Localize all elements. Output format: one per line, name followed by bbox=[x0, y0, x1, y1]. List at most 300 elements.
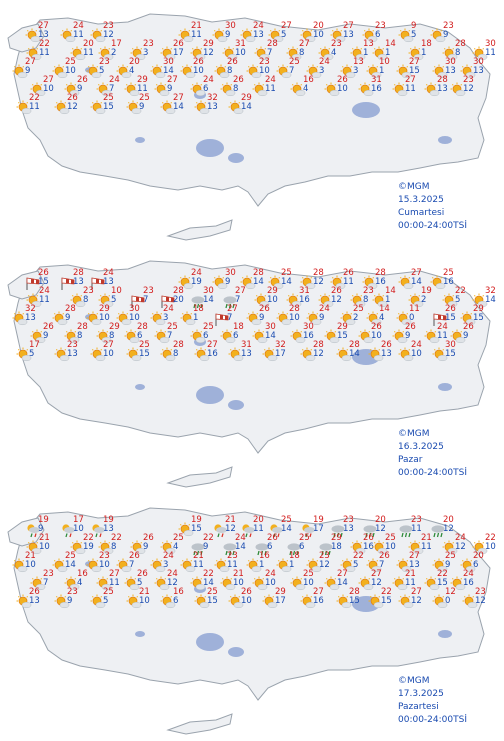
max-temperature: 27 bbox=[207, 340, 218, 350]
min-temperature: 7 bbox=[43, 578, 49, 588]
min-temperature: 10 bbox=[99, 313, 110, 323]
min-temperature: 8 bbox=[83, 295, 89, 305]
max-temperature: 24 bbox=[109, 75, 120, 85]
station-marker bbox=[54, 341, 88, 367]
max-temperature: 23 bbox=[143, 286, 154, 296]
lake bbox=[135, 384, 145, 390]
min-temperature: 16 bbox=[299, 295, 310, 305]
min-temperature: 8 bbox=[111, 542, 117, 552]
station-marker bbox=[160, 94, 194, 120]
min-temperature: 11 bbox=[227, 560, 238, 570]
min-temperature: 0 bbox=[445, 596, 451, 606]
max-temperature: 9 bbox=[411, 21, 417, 31]
caption-date: 15.3.2025 bbox=[398, 195, 444, 205]
max-temperature: 30 bbox=[265, 322, 276, 332]
max-temperature: 25 bbox=[65, 57, 76, 67]
max-temperature: 28 bbox=[289, 304, 300, 314]
station-marker bbox=[228, 94, 262, 120]
min-temperature: 4 bbox=[77, 578, 83, 588]
min-temperature: 13 bbox=[29, 596, 40, 606]
min-temperature: 3 bbox=[353, 66, 359, 76]
max-temperature: 21 bbox=[191, 21, 202, 31]
min-temperature: 7 bbox=[227, 313, 233, 323]
min-temperature: 13 bbox=[103, 277, 114, 287]
max-temperature: 28 bbox=[65, 304, 76, 314]
min-temperature: 11 bbox=[405, 84, 416, 94]
min-temperature: 1 bbox=[289, 560, 295, 570]
min-temperature: 15 bbox=[139, 349, 150, 359]
min-temperature: 12 bbox=[443, 524, 454, 534]
min-temperature: 15 bbox=[473, 313, 484, 323]
max-temperature: 25 bbox=[281, 515, 292, 525]
station-marker bbox=[90, 588, 124, 614]
max-temperature: 23 bbox=[319, 551, 330, 561]
min-temperature: 7 bbox=[267, 48, 273, 58]
min-temperature: 15 bbox=[381, 596, 392, 606]
max-temperature: 24 bbox=[455, 533, 466, 543]
max-temperature: 29 bbox=[137, 75, 148, 85]
min-temperature: 18 bbox=[331, 542, 342, 552]
max-temperature: 23 bbox=[99, 57, 110, 67]
station-marker bbox=[300, 588, 334, 614]
forecast-caption-day2 bbox=[398, 428, 467, 480]
min-temperature: 8 bbox=[109, 331, 115, 341]
max-temperature: 29 bbox=[99, 304, 110, 314]
min-temperature: 11 bbox=[485, 48, 496, 58]
max-temperature: 21 bbox=[139, 587, 150, 597]
min-temperature: 13 bbox=[67, 349, 78, 359]
min-temperature: 7 bbox=[289, 66, 295, 76]
min-temperature: 10 bbox=[259, 66, 270, 76]
max-temperature: 28 bbox=[77, 322, 88, 332]
max-temperature: 24 bbox=[253, 21, 264, 31]
max-temperature: 26 bbox=[173, 39, 184, 49]
caption-time: 00:00-24:00TSİ bbox=[398, 221, 467, 231]
min-temperature: 17 bbox=[275, 349, 286, 359]
max-temperature: 28 bbox=[455, 39, 466, 49]
max-temperature: 29 bbox=[267, 286, 278, 296]
max-temperature: 18 bbox=[233, 322, 244, 332]
station-marker bbox=[228, 588, 262, 614]
lake bbox=[352, 102, 380, 118]
max-temperature: 26 bbox=[129, 551, 140, 561]
min-temperature: 15 bbox=[437, 578, 448, 588]
lake bbox=[135, 631, 145, 637]
min-temperature: 11 bbox=[421, 542, 432, 552]
caption-source: ©MGM bbox=[398, 182, 430, 192]
min-temperature: 9 bbox=[319, 313, 325, 323]
max-temperature: 14 bbox=[385, 39, 396, 49]
lake bbox=[438, 383, 452, 391]
min-temperature: 5 bbox=[29, 349, 35, 359]
min-temperature: 2 bbox=[421, 295, 427, 305]
max-temperature: 25 bbox=[139, 93, 150, 103]
min-temperature: 13 bbox=[343, 30, 354, 40]
max-temperature: 24 bbox=[39, 286, 50, 296]
min-temperature: 12 bbox=[103, 30, 114, 40]
min-temperature: 10 bbox=[25, 560, 36, 570]
min-temperature: 12 bbox=[313, 349, 324, 359]
max-temperature: 21 bbox=[193, 551, 204, 561]
max-temperature: 19 bbox=[191, 515, 202, 525]
min-temperature: 6 bbox=[203, 84, 209, 94]
max-temperature: 26 bbox=[137, 569, 148, 579]
max-temperature: 28 bbox=[313, 268, 324, 278]
min-temperature: 6 bbox=[137, 331, 143, 341]
min-temperature: 15 bbox=[409, 66, 420, 76]
max-temperature: 21 bbox=[421, 533, 432, 543]
max-temperature: 31 bbox=[371, 75, 382, 85]
max-temperature: 25 bbox=[299, 533, 310, 543]
min-temperature: 9 bbox=[67, 596, 73, 606]
min-temperature: 13 bbox=[445, 66, 456, 76]
max-temperature: 10 bbox=[379, 57, 390, 67]
min-temperature: 9 bbox=[77, 84, 83, 94]
max-temperature: 21 bbox=[25, 551, 36, 561]
max-temperature: 13 bbox=[363, 39, 374, 49]
max-temperature: 27 bbox=[405, 75, 416, 85]
max-temperature: 25 bbox=[445, 551, 456, 561]
min-temperature: 11 bbox=[193, 560, 204, 570]
min-temperature: 11 bbox=[83, 48, 94, 58]
min-temperature: 10 bbox=[193, 66, 204, 76]
max-temperature: 27 bbox=[343, 21, 354, 31]
max-temperature: 22 bbox=[455, 286, 466, 296]
max-temperature: 27 bbox=[411, 268, 422, 278]
min-temperature: 5 bbox=[455, 295, 461, 305]
min-temperature: 4 bbox=[173, 542, 179, 552]
min-temperature: 3 bbox=[319, 66, 325, 76]
max-temperature: 16 bbox=[259, 551, 270, 561]
max-temperature: 32 bbox=[485, 286, 496, 296]
min-temperature: 15 bbox=[103, 102, 114, 112]
max-temperature: 30 bbox=[225, 21, 236, 31]
min-temperature: 13 bbox=[25, 313, 36, 323]
caption-time: 00:00-24:00TSİ bbox=[398, 468, 467, 478]
max-temperature: 21 bbox=[39, 533, 50, 543]
max-temperature: 26 bbox=[363, 533, 374, 543]
min-temperature: 13 bbox=[103, 524, 114, 534]
min-temperature: 12 bbox=[375, 524, 386, 534]
max-temperature: 29 bbox=[241, 93, 252, 103]
min-temperature: 4 bbox=[303, 84, 309, 94]
caption-time: 00:00-24:00TSİ bbox=[398, 715, 467, 725]
max-temperature: 16 bbox=[173, 587, 184, 597]
max-temperature: 26 bbox=[77, 75, 88, 85]
min-temperature: 10 bbox=[73, 524, 84, 534]
max-temperature: 27 bbox=[409, 551, 420, 561]
min-temperature: 10 bbox=[265, 578, 276, 588]
min-temperature: 16 bbox=[313, 596, 324, 606]
max-temperature: 28 bbox=[137, 322, 148, 332]
min-temperature: 10 bbox=[267, 295, 278, 305]
max-temperature: 26 bbox=[381, 340, 392, 350]
max-temperature: 20 bbox=[473, 551, 484, 561]
max-temperature: 27 bbox=[299, 39, 310, 49]
cyprus-landmass bbox=[168, 220, 232, 240]
station-marker bbox=[398, 341, 432, 367]
station-marker bbox=[368, 588, 402, 614]
min-temperature: 16 bbox=[207, 349, 218, 359]
max-temperature: 25 bbox=[103, 587, 114, 597]
max-temperature: 27 bbox=[109, 569, 120, 579]
max-temperature: 23 bbox=[363, 286, 374, 296]
min-temperature: 13 bbox=[343, 524, 354, 534]
min-temperature: 7 bbox=[143, 295, 149, 305]
min-temperature: 10 bbox=[485, 542, 496, 552]
min-temperature: 13 bbox=[473, 66, 484, 76]
min-temperature: 12 bbox=[331, 295, 342, 305]
max-temperature: 22 bbox=[39, 39, 50, 49]
station-marker bbox=[90, 94, 124, 120]
min-temperature: 1 bbox=[259, 560, 265, 570]
station-marker bbox=[462, 588, 496, 614]
station-marker bbox=[262, 588, 296, 614]
min-temperature: 10 bbox=[411, 349, 422, 359]
station-marker bbox=[392, 76, 426, 102]
max-temperature: 18 bbox=[193, 304, 204, 314]
station-marker bbox=[262, 341, 296, 367]
min-temperature: 10 bbox=[385, 542, 396, 552]
station-marker bbox=[368, 341, 402, 367]
max-temperature: 30 bbox=[225, 268, 236, 278]
min-temperature: 11 bbox=[39, 295, 50, 305]
max-temperature: 25 bbox=[207, 587, 218, 597]
station-marker bbox=[290, 76, 324, 102]
min-temperature: 11 bbox=[109, 578, 120, 588]
lake bbox=[438, 136, 452, 144]
min-temperature: 8 bbox=[227, 66, 233, 76]
min-temperature: 15 bbox=[445, 313, 456, 323]
min-temperature: 9 bbox=[167, 84, 173, 94]
caption-source: ©MGM bbox=[398, 429, 430, 439]
station-marker bbox=[16, 94, 50, 120]
min-temperature: 6 bbox=[299, 542, 305, 552]
max-temperature: 30 bbox=[163, 57, 174, 67]
max-temperature: 23 bbox=[67, 587, 78, 597]
max-temperature: 20 bbox=[313, 21, 324, 31]
caption-date: 17.3.2025 bbox=[398, 689, 444, 699]
max-temperature: 25 bbox=[281, 268, 292, 278]
min-temperature: 10 bbox=[103, 349, 114, 359]
max-temperature: 26 bbox=[227, 57, 238, 67]
min-temperature: 14 bbox=[281, 524, 292, 534]
max-temperature: 20 bbox=[129, 57, 140, 67]
max-temperature: 26 bbox=[241, 587, 252, 597]
max-temperature: 22 bbox=[83, 533, 94, 543]
max-temperature: 26 bbox=[29, 587, 40, 597]
max-temperature: 22 bbox=[203, 533, 214, 543]
max-temperature: 26 bbox=[233, 75, 244, 85]
station-marker bbox=[16, 588, 50, 614]
min-temperature: 7 bbox=[109, 84, 115, 94]
min-temperature: 9 bbox=[225, 30, 231, 40]
min-temperature: 3 bbox=[163, 560, 169, 570]
max-temperature: 30 bbox=[303, 322, 314, 332]
min-temperature: 14 bbox=[203, 578, 214, 588]
station-marker bbox=[160, 588, 194, 614]
caption-date: 16.3.2025 bbox=[398, 442, 444, 452]
max-temperature: 22 bbox=[437, 569, 448, 579]
min-temperature: 10 bbox=[371, 331, 382, 341]
max-temperature: 17 bbox=[73, 515, 84, 525]
caption-day: Cumartesi bbox=[398, 208, 445, 218]
min-temperature: 11 bbox=[265, 84, 276, 94]
max-temperature: 29 bbox=[473, 304, 484, 314]
min-temperature: 4 bbox=[331, 48, 337, 58]
min-temperature: 9 bbox=[38, 524, 44, 534]
min-temperature: 9 bbox=[65, 313, 71, 323]
max-temperature: 23 bbox=[343, 515, 354, 525]
min-temperature: 5 bbox=[411, 30, 417, 40]
max-temperature: 28 bbox=[173, 340, 184, 350]
min-temperature: 15 bbox=[337, 331, 348, 341]
max-temperature: 20 bbox=[443, 515, 454, 525]
min-temperature: 6 bbox=[233, 331, 239, 341]
station-marker bbox=[160, 341, 194, 367]
max-temperature: 11 bbox=[409, 304, 420, 314]
min-temperature: 5 bbox=[353, 560, 359, 570]
min-temperature: 9 bbox=[139, 102, 145, 112]
min-temperature: 14 bbox=[265, 331, 276, 341]
max-temperature: 20 bbox=[83, 39, 94, 49]
max-temperature: 27 bbox=[337, 569, 348, 579]
max-temperature: 22 bbox=[203, 569, 214, 579]
max-temperature: 23 bbox=[67, 340, 78, 350]
min-temperature: 14 bbox=[411, 277, 422, 287]
max-temperature: 24 bbox=[319, 304, 330, 314]
max-temperature: 22 bbox=[381, 587, 392, 597]
min-temperature: 11 bbox=[343, 277, 354, 287]
max-temperature: 20 bbox=[375, 515, 386, 525]
min-temperature: 10 bbox=[241, 596, 252, 606]
max-temperature: 17 bbox=[29, 340, 40, 350]
max-temperature: 26 bbox=[43, 322, 54, 332]
max-temperature: 24 bbox=[167, 569, 178, 579]
max-temperature: 23 bbox=[375, 21, 386, 31]
max-temperature: 26 bbox=[267, 533, 278, 543]
max-temperature: 24 bbox=[265, 569, 276, 579]
min-temperature: 1 bbox=[385, 48, 391, 58]
max-temperature: 28 bbox=[349, 340, 360, 350]
station-marker bbox=[194, 94, 228, 120]
max-temperature: 10 bbox=[111, 286, 122, 296]
min-temperature: 3 bbox=[163, 313, 169, 323]
max-temperature: 27 bbox=[235, 286, 246, 296]
min-temperature: 3 bbox=[143, 48, 149, 58]
max-temperature: 25 bbox=[443, 268, 454, 278]
max-temperature: 19 bbox=[38, 515, 49, 525]
lake bbox=[196, 139, 224, 157]
min-temperature: 8 bbox=[363, 295, 369, 305]
max-temperature: 24 bbox=[191, 268, 202, 278]
min-temperature: 15 bbox=[38, 277, 49, 287]
max-temperature: 14 bbox=[379, 304, 390, 314]
max-temperature: 27 bbox=[371, 569, 382, 579]
max-temperature: 16 bbox=[77, 569, 88, 579]
min-temperature: 13 bbox=[207, 102, 218, 112]
station-marker bbox=[358, 76, 392, 102]
max-temperature: 26 bbox=[371, 322, 382, 332]
max-temperature: 27 bbox=[281, 21, 292, 31]
max-temperature: 24 bbox=[203, 75, 214, 85]
min-temperature: 7 bbox=[129, 560, 135, 570]
min-temperature: 14 bbox=[253, 277, 264, 287]
min-temperature: 1 bbox=[193, 313, 199, 323]
max-temperature: 27 bbox=[411, 587, 422, 597]
min-temperature: 8 bbox=[233, 84, 239, 94]
min-temperature: 15 bbox=[445, 349, 456, 359]
max-temperature: 23 bbox=[143, 39, 154, 49]
min-temperature: 7 bbox=[167, 331, 173, 341]
min-temperature: 20 bbox=[173, 295, 184, 305]
min-temperature: 4 bbox=[379, 313, 385, 323]
min-temperature: 12 bbox=[67, 102, 78, 112]
max-temperature: 21 bbox=[225, 515, 236, 525]
max-temperature: 18 bbox=[289, 551, 300, 561]
max-temperature: 28 bbox=[349, 587, 360, 597]
station-marker bbox=[54, 94, 88, 120]
caption-day: Pazar bbox=[398, 455, 423, 465]
min-temperature: 17 bbox=[173, 48, 184, 58]
max-temperature: 23 bbox=[443, 21, 454, 31]
max-temperature: 19 bbox=[421, 286, 432, 296]
max-temperature: 27 bbox=[227, 304, 238, 314]
lake bbox=[135, 137, 145, 143]
station-marker bbox=[432, 588, 466, 614]
min-temperature: 10 bbox=[303, 578, 314, 588]
min-temperature: 11 bbox=[29, 102, 40, 112]
max-temperature: 20 bbox=[253, 515, 264, 525]
max-temperature: 26 bbox=[331, 286, 342, 296]
min-temperature: 13 bbox=[73, 277, 84, 287]
max-temperature: 24 bbox=[265, 75, 276, 85]
min-temperature: 19 bbox=[191, 277, 202, 287]
max-temperature: 13 bbox=[353, 57, 364, 67]
max-temperature: 23 bbox=[331, 39, 342, 49]
station-marker bbox=[126, 94, 160, 120]
max-temperature: 25 bbox=[303, 569, 314, 579]
station-marker bbox=[16, 341, 50, 367]
min-temperature: 10 bbox=[139, 596, 150, 606]
min-temperature: 14 bbox=[173, 102, 184, 112]
min-temperature: 16 bbox=[303, 331, 314, 341]
max-temperature: 25 bbox=[353, 304, 364, 314]
max-temperature: 23 bbox=[259, 57, 270, 67]
min-temperature: 16 bbox=[375, 277, 386, 287]
min-temperature: 14 bbox=[65, 560, 76, 570]
max-temperature: 28 bbox=[313, 340, 324, 350]
min-temperature: 9 bbox=[463, 331, 469, 341]
caption-day: Pazartesi bbox=[398, 702, 439, 712]
max-temperature: 19 bbox=[103, 515, 114, 525]
max-temperature: 28 bbox=[73, 268, 84, 278]
station-marker bbox=[336, 341, 370, 367]
cyprus-landmass bbox=[168, 714, 232, 734]
min-temperature: 6 bbox=[203, 331, 209, 341]
max-temperature: 29 bbox=[331, 533, 342, 543]
station-marker bbox=[450, 76, 484, 102]
station-marker bbox=[90, 341, 124, 367]
min-temperature: 9 bbox=[259, 313, 265, 323]
lake bbox=[196, 386, 224, 404]
min-temperature: 9 bbox=[405, 331, 411, 341]
min-temperature: 8 bbox=[173, 349, 179, 359]
min-temperature: 11 bbox=[405, 578, 416, 588]
min-temperature: 2 bbox=[111, 48, 117, 58]
max-temperature: 25 bbox=[167, 322, 178, 332]
max-temperature: 22 bbox=[485, 533, 496, 543]
